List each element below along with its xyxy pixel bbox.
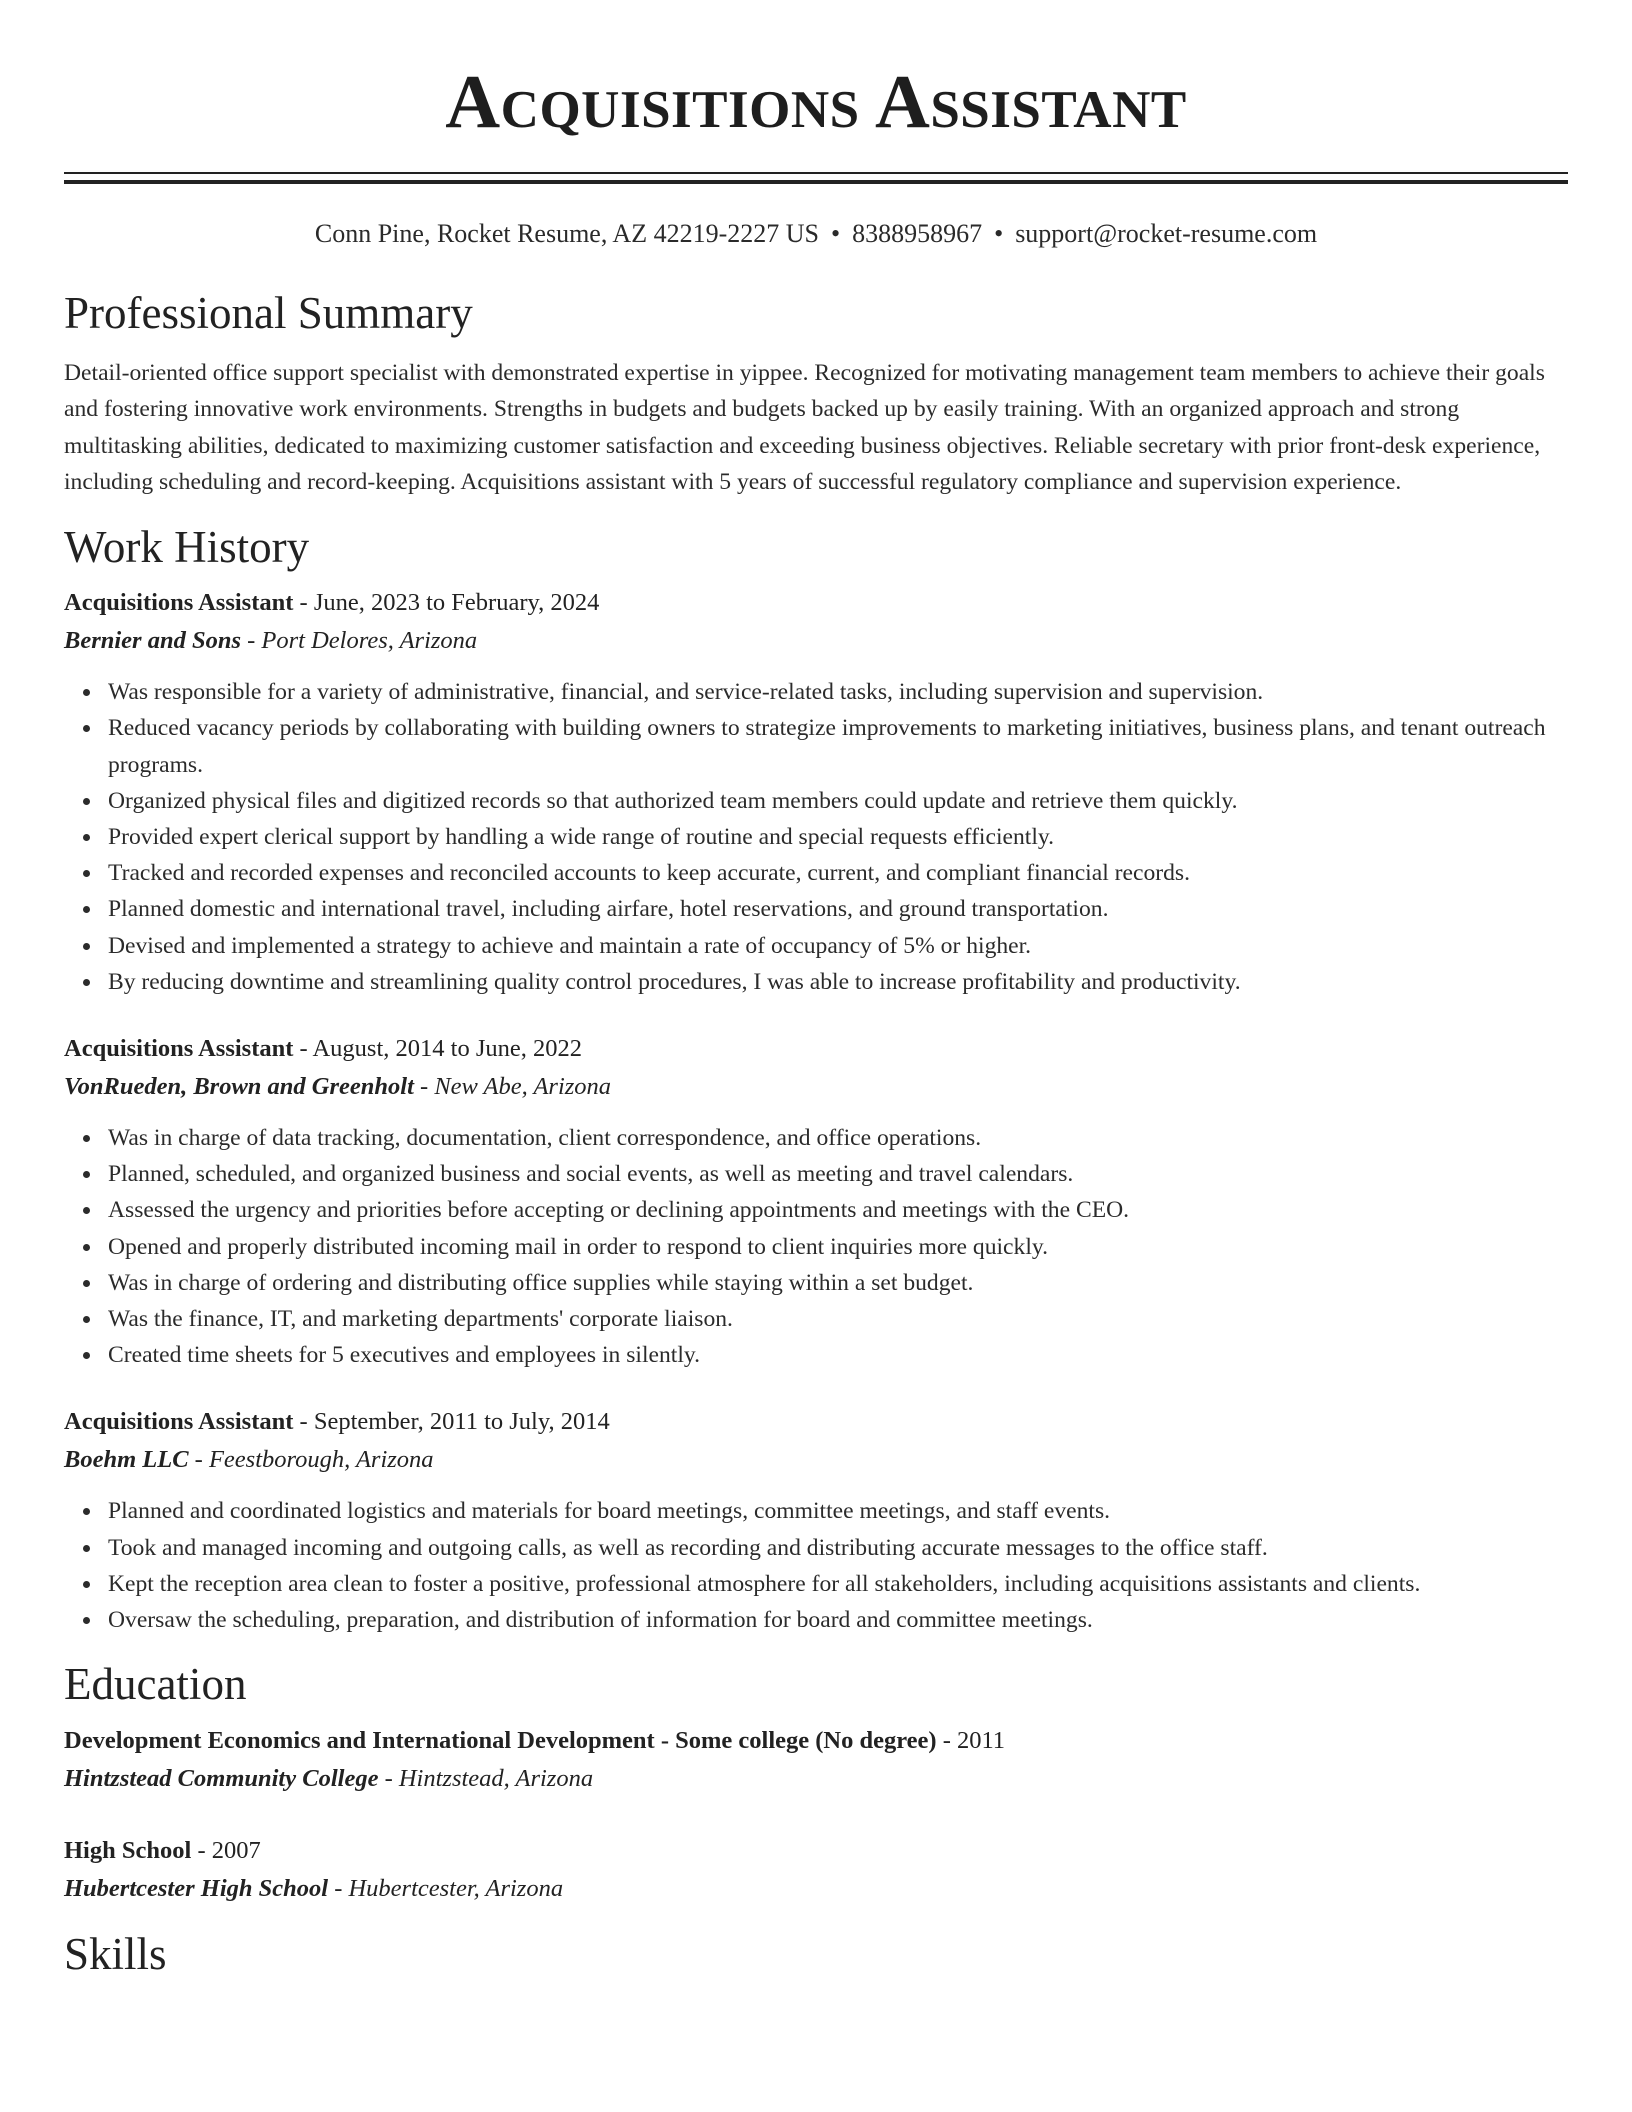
list-item: Kept the reception area clean to foster a positive, professional atmosphere for all stakeholders, including acquisitions assistants and clients. [108,1566,1568,1602]
title-divider-thick [64,180,1568,184]
list-item: Took and managed incoming and outgoing calls, as well as recording and distributing accurate messages to the office staff. [108,1530,1568,1566]
list-item: Devised and implemented a strategy to achieve and maintain a rate of occupancy of 5% or higher. [108,928,1568,964]
job-company-line [64,1441,1568,1479]
list-item: Created time sheets for 5 executives and employees in silently. [108,1337,1568,1373]
job-duties-list [64,1493,1568,1638]
list-item: Planned domestic and international travel, including airfare, hotel reservations, and ground transportation. [108,891,1568,927]
education-header [64,1722,1568,1760]
title-divider-thin [64,172,1568,174]
job-duties-list [64,1120,1568,1373]
contact-line [64,218,1568,249]
education-entry [64,1832,1568,1908]
job-header [64,1403,1568,1441]
list-item: Tracked and recorded expenses and reconciled accounts to keep accurate, current, and compliant financial records. [108,855,1568,891]
education-heading: Education [64,1659,247,1710]
contact-separator: • [830,219,841,248]
job-header [64,1030,1568,1068]
list-item: Reduced vacancy periods by collaborating with building owners to strategize improvements to marketing initiatives, business plans, and tenant outreach programs. [108,710,1568,782]
job-company-line [64,622,1568,660]
list-item: Organized physical files and digitized records so that authorized team members could update and retrieve them quickly. [108,783,1568,819]
education-header [64,1832,1568,1870]
list-item: By reducing downtime and streamlining quality control procedures, I was able to increase profitability and productivity. [108,964,1568,1000]
list-item: Provided expert clerical support by handling a wide range of routine and special requests efficiently. [108,819,1568,855]
list-item: Was responsible for a variety of administrative, financial, and service-related tasks, including supervision and supervision. [108,674,1568,710]
job-company-line [64,1068,1568,1106]
job-company: Boehm LLC [64,1446,189,1474]
list-item: Was the finance, IT, and marketing departments' corporate liaison. [108,1301,1568,1337]
job-dates: - August, 2014 to June, 2022 [293,1035,582,1063]
job-title: Acquisitions Assistant [64,589,294,617]
education-school-line [64,1760,1568,1798]
list-item: Oversaw the scheduling, preparation, and distribution of information for board and committee meetings. [108,1602,1568,1638]
list-item: Planned and coordinated logistics and materials for board meetings, committee meetings, and staff events. [108,1493,1568,1529]
job-entry [64,584,1568,1000]
education-degree: High School [64,1836,192,1864]
education-school: Hintzstead Community College [64,1764,379,1792]
skills-heading: Skills [64,1928,167,1979]
work-history-heading: Work History [64,521,310,572]
education-school: Hubertcester High School [64,1874,329,1902]
contact-phone: 8388958967 [852,219,983,248]
education-school-line [64,1870,1568,1908]
job-entry [64,1403,1568,1638]
job-dates: - September, 2011 to July, 2014 [293,1408,610,1436]
job-location: - Feestborough, Arizona [188,1446,434,1474]
job-entry [64,1030,1568,1373]
resume-title: Acquisitions Assistant [445,60,1187,144]
list-item: Opened and properly distributed incoming mail in order to respond to client inquiries more quickly. [108,1229,1568,1265]
job-duties-list [64,674,1568,1000]
list-item: Planned, scheduled, and organized business and social events, as well as meeting and travel calendars. [108,1156,1568,1192]
education-year: - 2007 [191,1836,261,1864]
contact-email: support@rocket-resume.com [1015,219,1318,248]
job-header [64,584,1568,622]
job-title: Acquisitions Assistant [64,1035,294,1063]
list-item: Was in charge of data tracking, documentation, client correspondence, and office operations. [108,1120,1568,1156]
job-company: Bernier and Sons [64,627,242,655]
job-title: Acquisitions Assistant [64,1408,294,1436]
list-item: Was in charge of ordering and distributing office supplies while staying within a set budget. [108,1265,1568,1301]
list-item: Assessed the urgency and priorities before accepting or declining appointments and meetings with the CEO. [108,1192,1568,1228]
summary-text: Detail-oriented office support specialist with demonstrated expertise in yippee. Recognized for motivating management team members to achieve their goals and fostering innovative work environments. Strengths in budgets and budgets backed up by easily training. With an organized approach and strong multitasking abilities, dedicated to maximizing customer satisfaction and exceeding business objectives. Reliable secretary with prior front-desk experience, including scheduling and record-keeping. Acquisitions assistant with 5 years of successful regulatory compliance and supervision experience. [64,359,1545,496]
education-year: - 2011 [936,1726,1006,1754]
education-location: - Hubertcester, Arizona [328,1874,564,1902]
contact-separator: • [994,219,1004,248]
summary-heading: Professional Summary [64,288,473,339]
education-degree: Development Economics and International Development - Some college (No degree) [64,1726,937,1754]
job-dates: - June, 2023 to February, 2024 [293,589,600,617]
education-location: - Hintzstead, Arizona [378,1764,594,1792]
job-location: - Port Delores, Arizona [241,627,478,655]
education-entry [64,1722,1568,1798]
contact-address: Conn Pine, Rocket Resume, AZ 42219-2227 US [314,219,819,248]
job-location: - New Abe, Arizona [413,1073,612,1101]
job-company: VonRueden, Brown and Greenholt [64,1073,414,1101]
